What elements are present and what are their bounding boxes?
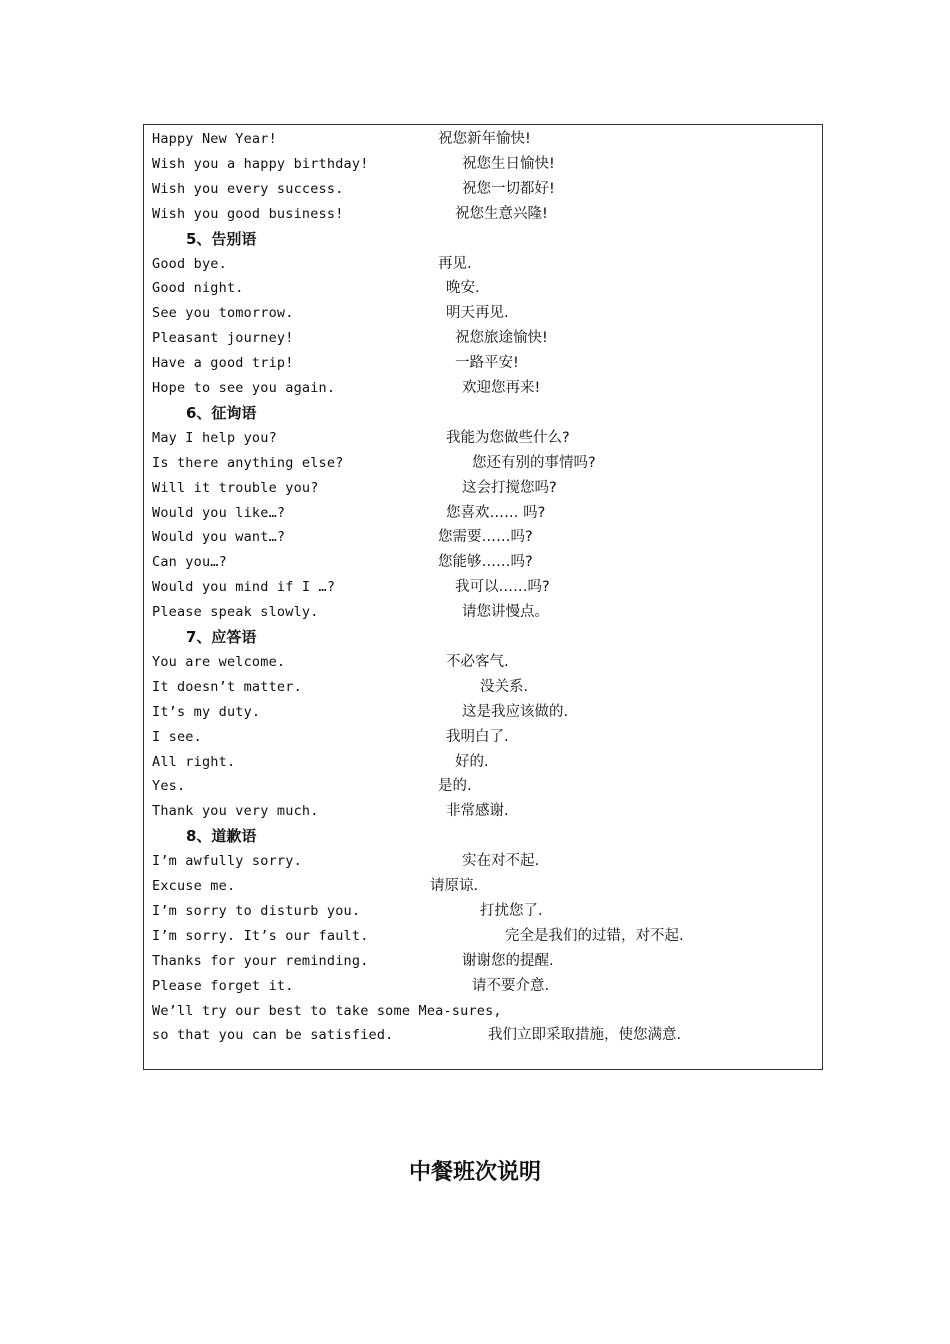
chinese-translation: 请原谅. bbox=[430, 878, 479, 894]
english-phrase: Please forget it. bbox=[152, 977, 294, 994]
english-phrase: I’m awfully sorry. bbox=[152, 853, 302, 870]
english-phrase: Please speak slowly. bbox=[152, 604, 319, 621]
section-heading: 6、征询语 bbox=[186, 403, 257, 422]
english-phrase: Thank you very much. bbox=[152, 803, 319, 820]
english-phrase: Have a good trip! bbox=[152, 355, 294, 372]
english-phrase: You are welcome. bbox=[152, 653, 286, 670]
chinese-translation: 您喜欢…… 吗? bbox=[446, 504, 546, 521]
chinese-translation: 您需要……吗? bbox=[438, 529, 533, 546]
english-phrase: Wish you a happy birthday! bbox=[152, 155, 369, 172]
english-phrase: Can you…? bbox=[152, 554, 227, 571]
english-phrase: so that you can be satisfied. bbox=[152, 1027, 394, 1044]
english-phrase: Wish you good business! bbox=[152, 205, 344, 222]
english-phrase: Yes. bbox=[152, 778, 186, 795]
chinese-translation: 请不要介意. bbox=[472, 977, 550, 994]
section-heading: 8、道歉语 bbox=[186, 827, 257, 846]
english-phrase: Will it trouble you? bbox=[152, 479, 319, 496]
english-phrase: See you tomorrow. bbox=[152, 305, 294, 322]
english-phrase: It’s my duty. bbox=[152, 703, 261, 720]
chinese-translation: 晚安. bbox=[446, 280, 480, 297]
chinese-translation: 祝您一切都好! bbox=[462, 180, 555, 197]
english-phrase: I’m sorry to disturb you. bbox=[152, 902, 361, 919]
english-phrase: We’ll try our best to take some Mea-sures, bbox=[152, 1002, 502, 1019]
english-phrase: Wish you every success. bbox=[152, 180, 344, 197]
english-phrase: All right. bbox=[152, 753, 236, 770]
english-phrase: Pleasant journey! bbox=[152, 330, 294, 347]
english-phrase: Hope to see you again. bbox=[152, 380, 336, 396]
chinese-translation: 明天再见. bbox=[446, 305, 509, 322]
chinese-translation: 您还有别的事情吗? bbox=[472, 454, 596, 471]
chinese-translation: 不必客气. bbox=[446, 653, 509, 670]
english-phrase: Thanks for your reminding. bbox=[152, 952, 369, 969]
chinese-translation: 我能为您做些什么? bbox=[446, 429, 570, 446]
chinese-translation: 请您讲慢点。 bbox=[462, 604, 549, 621]
chinese-translation: 好的. bbox=[455, 753, 489, 770]
english-phrase: Would you want…? bbox=[152, 529, 286, 546]
chinese-translation: 实在对不起. bbox=[462, 853, 540, 870]
chinese-translation: 祝您生意兴隆! bbox=[455, 205, 548, 222]
chinese-translation: 您能够……吗? bbox=[438, 554, 533, 571]
chinese-translation: 完全是我们的过错，对不起. bbox=[505, 927, 684, 944]
english-phrase: It doesn’t matter. bbox=[152, 678, 302, 695]
page-title: 中餐班次说明 bbox=[408, 1160, 541, 1185]
english-phrase: Excuse me. bbox=[152, 878, 236, 894]
chinese-translation: 打扰您了. bbox=[480, 902, 543, 919]
chinese-translation: 是的. bbox=[438, 778, 472, 795]
chinese-translation: 我可以……吗? bbox=[455, 579, 550, 596]
chinese-translation: 这会打搅您吗? bbox=[462, 479, 557, 496]
english-phrase: Happy New Year! bbox=[152, 131, 277, 147]
english-phrase: I’m sorry. It’s our fault. bbox=[152, 927, 369, 944]
chinese-translation: 祝您旅途愉快! bbox=[455, 330, 548, 347]
chinese-translation: 我明白了. bbox=[446, 728, 509, 745]
english-phrase: Would you mind if I …? bbox=[152, 579, 336, 596]
english-phrase: Would you like…? bbox=[152, 504, 286, 521]
english-phrase: Good night. bbox=[152, 280, 244, 297]
english-phrase: May I help you? bbox=[152, 429, 277, 446]
chinese-translation: 欢迎您再来! bbox=[462, 380, 541, 396]
chinese-translation: 祝您生日愉快! bbox=[462, 155, 555, 172]
english-phrase: I see. bbox=[152, 728, 202, 745]
chinese-translation: 没关系. bbox=[480, 678, 529, 695]
chinese-translation: 再见. bbox=[438, 255, 472, 272]
english-phrase: Good bye. bbox=[152, 255, 227, 272]
section-heading: 7、应答语 bbox=[186, 628, 257, 646]
english-phrase: Is there anything else? bbox=[152, 454, 344, 471]
chinese-translation: 这是我应该做的. bbox=[462, 703, 569, 720]
chinese-translation: 祝您新年愉快! bbox=[438, 131, 531, 147]
chinese-translation: 一路平安! bbox=[455, 355, 519, 372]
chinese-translation: 我们立即采取措施，使您满意. bbox=[488, 1027, 682, 1044]
chinese-translation: 非常感谢. bbox=[446, 803, 509, 820]
chinese-translation: 谢谢您的提醒. bbox=[462, 952, 554, 969]
section-heading: 5、告别语 bbox=[186, 229, 257, 248]
